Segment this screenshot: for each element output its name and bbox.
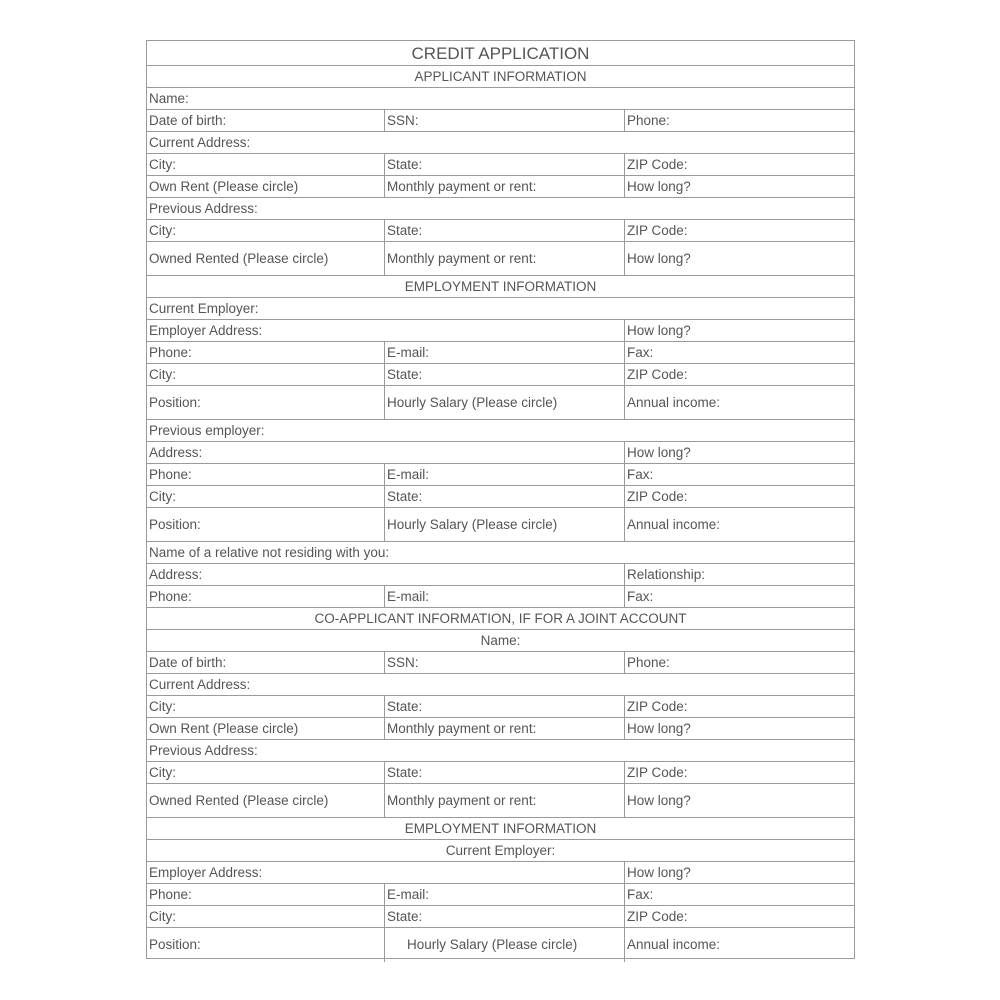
field-label[interactable]: Owned Rented (Please circle) — [147, 784, 385, 817]
credit-application-form — [146, 40, 855, 959]
form-row — [147, 674, 854, 696]
field-label[interactable]: Fax: — [627, 588, 654, 604]
field-label[interactable]: ZIP Code: — [627, 156, 688, 172]
field-label[interactable]: Hourly Salary (Please circle) — [385, 508, 625, 541]
field-label[interactable]: Phone: — [147, 884, 385, 905]
field-label[interactable]: Previous Address: — [149, 200, 258, 216]
form-row — [147, 132, 854, 154]
field-label[interactable]: ZIP Code: — [627, 698, 688, 714]
form-row — [147, 442, 854, 464]
section-header: CO-APPLICANT INFORMATION, IF FOR A JOINT ACCOUNT — [314, 610, 687, 626]
field-label[interactable]: Fax: — [627, 886, 654, 902]
field-label[interactable]: ZIP Code: — [627, 222, 688, 238]
field-label[interactable]: SSN: — [385, 652, 625, 673]
field-label[interactable]: Current Employer: — [445, 842, 556, 858]
field-label[interactable]: Fax: — [627, 344, 654, 360]
field-label[interactable]: ZIP Code: — [627, 764, 688, 780]
section-header-row — [147, 66, 854, 88]
form-row — [147, 784, 854, 818]
form-row — [147, 884, 854, 906]
field-label[interactable]: Position: — [147, 386, 385, 419]
field-label[interactable]: Address: — [147, 564, 625, 585]
field-label[interactable]: How long? — [627, 250, 691, 266]
field-label[interactable]: Phone: — [627, 654, 670, 670]
field-label[interactable]: State: — [385, 696, 625, 717]
field-label[interactable]: City: — [147, 364, 385, 385]
field-label[interactable]: Current Employer: — [149, 300, 259, 316]
form-row — [147, 862, 854, 884]
field-label[interactable]: Name of a relative not residing with you: — [149, 544, 390, 560]
section-header: APPLICANT INFORMATION — [414, 68, 587, 84]
field-label[interactable]: State: — [385, 486, 625, 507]
form-row — [147, 652, 854, 674]
field-label[interactable]: Current Address: — [149, 134, 251, 150]
field-label[interactable]: ZIP Code: — [627, 908, 688, 924]
field-label[interactable]: Monthly payment or rent: — [385, 242, 625, 275]
field-label[interactable]: Relationship: — [627, 566, 706, 582]
field-label[interactable]: Phone: — [147, 586, 385, 607]
field-label[interactable]: Fax: — [627, 466, 654, 482]
page-title: CREDIT APPLICATION — [411, 43, 590, 63]
field-label[interactable]: How long? — [627, 864, 691, 880]
field-label[interactable]: Employer Address: — [147, 320, 625, 341]
field-label[interactable]: Monthly payment or rent: — [385, 718, 625, 739]
field-label[interactable]: Position: — [147, 928, 385, 962]
form-row — [147, 220, 854, 242]
form-row — [147, 298, 854, 320]
form-row — [147, 564, 854, 586]
field-label[interactable]: Name: — [480, 632, 521, 648]
form-row — [147, 342, 854, 364]
field-label[interactable]: Hourly Salary (Please circle) — [385, 928, 625, 962]
field-label[interactable]: Employer Address: — [147, 862, 625, 883]
field-label[interactable]: State: — [385, 906, 625, 927]
field-label[interactable]: Annual income: — [627, 394, 721, 410]
field-label[interactable]: Own Rent (Please circle) — [147, 718, 385, 739]
field-label[interactable]: Date of birth: — [147, 110, 385, 131]
form-row — [147, 154, 854, 176]
field-label[interactable]: E-mail: — [385, 586, 625, 607]
field-label[interactable]: E-mail: — [385, 342, 625, 363]
field-label[interactable]: Phone: — [627, 112, 670, 128]
form-row — [147, 928, 854, 962]
field-label[interactable]: Annual income: — [627, 937, 721, 953]
field-label[interactable]: Name: — [149, 90, 189, 106]
form-row — [147, 420, 854, 442]
field-label[interactable]: Monthly payment or rent: — [385, 176, 625, 197]
form-row — [147, 198, 854, 220]
field-label[interactable]: How long? — [627, 792, 691, 808]
field-label[interactable]: ZIP Code: — [627, 488, 688, 504]
field-label[interactable]: State: — [385, 364, 625, 385]
field-label[interactable]: Position: — [147, 508, 385, 541]
field-label[interactable]: Date of birth: — [147, 652, 385, 673]
field-label[interactable]: Monthly payment or rent: — [385, 784, 625, 817]
form-title-row — [147, 41, 854, 66]
form-row — [147, 320, 854, 342]
form-row — [147, 242, 854, 276]
field-label[interactable]: State: — [385, 220, 625, 241]
field-label[interactable]: Own Rent (Please circle) — [147, 176, 385, 197]
form-row — [147, 486, 854, 508]
field-label[interactable]: Annual income: — [627, 516, 721, 532]
section-header-row — [147, 276, 854, 298]
form-row — [147, 762, 854, 784]
field-label[interactable]: Hourly Salary (Please circle) — [385, 386, 625, 419]
field-label[interactable]: City: — [147, 486, 385, 507]
field-label[interactable]: How long? — [627, 720, 691, 736]
section-header: EMPLOYMENT INFORMATION — [404, 820, 597, 836]
field-label[interactable]: E-mail: — [385, 464, 625, 485]
field-label[interactable]: State: — [385, 154, 625, 175]
form-row — [147, 508, 854, 542]
field-label[interactable]: How long? — [627, 322, 691, 338]
field-label[interactable]: City: — [147, 906, 385, 927]
field-label[interactable]: Phone: — [147, 464, 385, 485]
field-label[interactable]: Current Address: — [149, 676, 251, 692]
form-row — [147, 386, 854, 420]
form-row — [147, 740, 854, 762]
form-row — [147, 176, 854, 198]
field-label[interactable]: Previous employer: — [149, 422, 265, 438]
field-label[interactable]: Address: — [147, 442, 625, 463]
form-row — [147, 906, 854, 928]
form-row — [147, 696, 854, 718]
form-row — [147, 630, 854, 652]
field-label[interactable]: City: — [147, 220, 385, 241]
section-header: EMPLOYMENT INFORMATION — [404, 278, 597, 294]
field-label[interactable]: City: — [147, 696, 385, 717]
field-label[interactable]: City: — [147, 762, 385, 783]
form-row — [147, 542, 854, 564]
field-label[interactable]: SSN: — [385, 110, 625, 131]
field-label[interactable]: City: — [147, 154, 385, 175]
field-label[interactable]: Previous Address: — [149, 742, 258, 758]
form-row — [147, 464, 854, 486]
section-header-row — [147, 818, 854, 840]
field-label[interactable]: Phone: — [147, 342, 385, 363]
form-row — [147, 364, 854, 386]
form-row — [147, 110, 854, 132]
form-row — [147, 88, 854, 110]
section-header-row — [147, 608, 854, 630]
form-row — [147, 840, 854, 862]
field-label[interactable]: How long? — [627, 444, 691, 460]
form-row — [147, 718, 854, 740]
field-label[interactable]: ZIP Code: — [627, 366, 688, 382]
form-row — [147, 586, 854, 608]
field-label[interactable]: Owned Rented (Please circle) — [147, 242, 385, 275]
field-label[interactable]: E-mail: — [385, 884, 625, 905]
field-label[interactable]: State: — [385, 762, 625, 783]
field-label[interactable]: How long? — [627, 178, 691, 194]
